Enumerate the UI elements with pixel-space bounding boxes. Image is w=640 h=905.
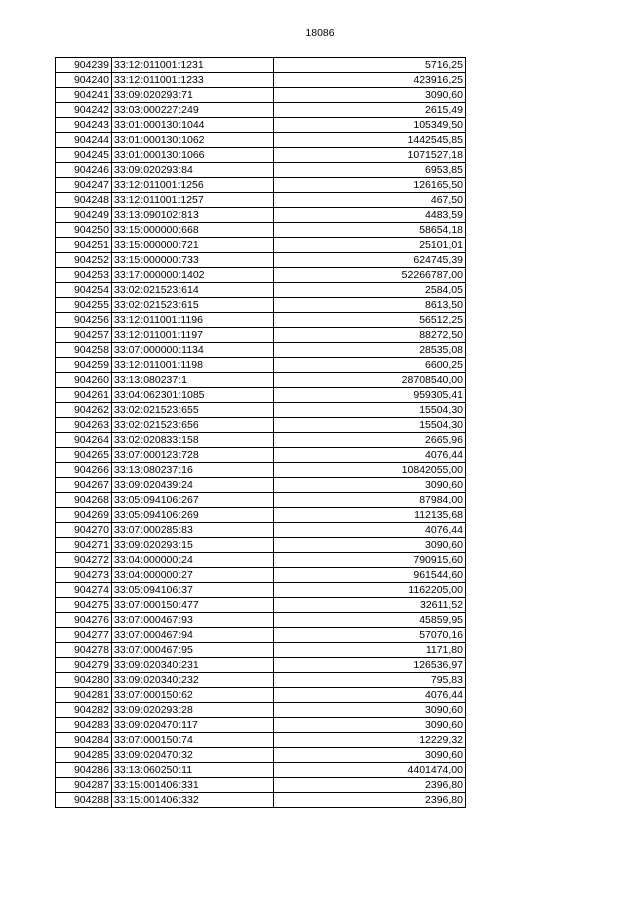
value-cell: 45859,95	[274, 613, 466, 628]
table-row	[56, 58, 466, 73]
cadastral-number-cell: 33:12:011001:1256	[112, 178, 274, 193]
table-row	[56, 118, 466, 133]
record-id-cell: 904253	[56, 268, 112, 283]
record-id-cell: 904264	[56, 433, 112, 448]
cadastral-number-cell: 33:09:020293:15	[112, 538, 274, 553]
record-id-cell: 904286	[56, 763, 112, 778]
record-id-cell: 904254	[56, 283, 112, 298]
record-id-cell: 904281	[56, 688, 112, 703]
value-cell: 959305,41	[274, 388, 466, 403]
value-cell: 2396,80	[274, 778, 466, 793]
value-cell: 28708540,00	[274, 373, 466, 388]
record-id-cell: 904276	[56, 613, 112, 628]
value-cell: 795,83	[274, 673, 466, 688]
table-row	[56, 223, 466, 238]
value-cell: 3090,60	[274, 88, 466, 103]
table-row	[56, 238, 466, 253]
record-id-cell: 904257	[56, 328, 112, 343]
record-id-cell: 904274	[56, 583, 112, 598]
table-row	[56, 553, 466, 568]
table-row	[56, 583, 466, 598]
value-cell: 52266787,00	[274, 268, 466, 283]
cadastral-number-cell: 33:07:000123:728	[112, 448, 274, 463]
cadastral-number-cell: 33:15:001406:331	[112, 778, 274, 793]
cadastral-number-cell: 33:07:000467:93	[112, 613, 274, 628]
cadastral-number-cell: 33:03:000227:249	[112, 103, 274, 118]
record-id-cell: 904245	[56, 148, 112, 163]
cadastral-number-cell: 33:09:020470:32	[112, 748, 274, 763]
table-row	[56, 748, 466, 763]
value-cell: 87984,00	[274, 493, 466, 508]
table-row	[56, 493, 466, 508]
record-id-cell: 904251	[56, 238, 112, 253]
value-cell: 32611,52	[274, 598, 466, 613]
value-cell: 58654,18	[274, 223, 466, 238]
cadastral-number-cell: 33:07:000285:83	[112, 523, 274, 538]
table-row	[56, 433, 466, 448]
record-id-cell: 904249	[56, 208, 112, 223]
value-cell: 28535,08	[274, 343, 466, 358]
record-id-cell: 904283	[56, 718, 112, 733]
table-body	[56, 58, 466, 808]
cadastral-number-cell: 33:15:000000:721	[112, 238, 274, 253]
value-cell: 624745,39	[274, 253, 466, 268]
table-row	[56, 793, 466, 808]
record-id-cell: 904242	[56, 103, 112, 118]
cadastral-number-cell: 33:05:094106:269	[112, 508, 274, 523]
cadastral-number-cell: 33:09:020470:117	[112, 718, 274, 733]
table-row	[56, 208, 466, 223]
cadastral-number-cell: 33:09:020439:24	[112, 478, 274, 493]
value-cell: 126165,50	[274, 178, 466, 193]
cadastral-number-cell: 33:09:020293:84	[112, 163, 274, 178]
record-id-cell: 904279	[56, 658, 112, 673]
table-row	[56, 403, 466, 418]
value-cell: 6600,25	[274, 358, 466, 373]
record-id-cell: 904285	[56, 748, 112, 763]
cadastral-number-cell: 33:12:011001:1196	[112, 313, 274, 328]
cadastral-number-cell: 33:07:000467:95	[112, 643, 274, 658]
value-cell: 1071527,18	[274, 148, 466, 163]
cadastral-number-cell: 33:07:000150:477	[112, 598, 274, 613]
table-row	[56, 103, 466, 118]
table-row	[56, 448, 466, 463]
cadastral-number-cell: 33:09:020340:231	[112, 658, 274, 673]
table-row	[56, 298, 466, 313]
record-id-cell: 904252	[56, 253, 112, 268]
cadastral-number-cell: 33:09:020293:71	[112, 88, 274, 103]
record-id-cell: 904275	[56, 598, 112, 613]
cadastral-number-cell: 33:02:020833:158	[112, 433, 274, 448]
table-row	[56, 463, 466, 478]
cadastral-number-cell: 33:05:094106:37	[112, 583, 274, 598]
cadastral-number-cell: 33:02:021523:615	[112, 298, 274, 313]
table-row	[56, 313, 466, 328]
record-id-cell: 904259	[56, 358, 112, 373]
record-id-cell: 904284	[56, 733, 112, 748]
table-row	[56, 628, 466, 643]
value-cell: 15504,30	[274, 403, 466, 418]
table-row	[56, 343, 466, 358]
table-row	[56, 373, 466, 388]
table-row	[56, 703, 466, 718]
record-id-cell: 904267	[56, 478, 112, 493]
value-cell: 10842055,00	[274, 463, 466, 478]
value-cell: 112135,68	[274, 508, 466, 523]
value-cell: 1171,80	[274, 643, 466, 658]
record-id-cell: 904243	[56, 118, 112, 133]
value-cell: 790915,60	[274, 553, 466, 568]
table-row	[56, 253, 466, 268]
record-id-cell: 904239	[56, 58, 112, 73]
value-cell: 12229,32	[274, 733, 466, 748]
value-cell: 2665,96	[274, 433, 466, 448]
value-cell: 3090,60	[274, 718, 466, 733]
table-row	[56, 643, 466, 658]
table-row	[56, 163, 466, 178]
record-id-cell: 904262	[56, 403, 112, 418]
record-id-cell: 904246	[56, 163, 112, 178]
value-cell: 25101,01	[274, 238, 466, 253]
record-id-cell: 904247	[56, 178, 112, 193]
value-cell: 2584,05	[274, 283, 466, 298]
value-cell: 4483,59	[274, 208, 466, 223]
record-id-cell: 904263	[56, 418, 112, 433]
table-row	[56, 733, 466, 748]
value-cell: 4401474,00	[274, 763, 466, 778]
cadastral-number-cell: 33:02:021523:656	[112, 418, 274, 433]
record-id-cell: 904265	[56, 448, 112, 463]
table-row	[56, 763, 466, 778]
value-cell: 8613,50	[274, 298, 466, 313]
record-id-cell: 904260	[56, 373, 112, 388]
page-number: 18086	[305, 27, 335, 39]
table-row	[56, 178, 466, 193]
value-cell: 1442545,85	[274, 133, 466, 148]
table-row	[56, 268, 466, 283]
value-cell: 88272,50	[274, 328, 466, 343]
value-cell: 467,50	[274, 193, 466, 208]
record-id-cell: 904258	[56, 343, 112, 358]
cadastral-number-cell: 33:13:090102:813	[112, 208, 274, 223]
record-id-cell: 904266	[56, 463, 112, 478]
value-cell: 1162205,00	[274, 583, 466, 598]
record-id-cell: 904271	[56, 538, 112, 553]
record-id-cell: 904273	[56, 568, 112, 583]
value-cell: 15504,30	[274, 418, 466, 433]
table-row	[56, 418, 466, 433]
table-row	[56, 523, 466, 538]
record-id-cell: 904272	[56, 553, 112, 568]
table-row	[56, 358, 466, 373]
cadastral-number-cell: 33:12:011001:1198	[112, 358, 274, 373]
record-id-cell: 904240	[56, 73, 112, 88]
value-cell: 2615,49	[274, 103, 466, 118]
value-cell: 2396,80	[274, 793, 466, 808]
record-id-cell: 904268	[56, 493, 112, 508]
cadastral-number-cell: 33:13:080237:16	[112, 463, 274, 478]
value-cell: 57070,16	[274, 628, 466, 643]
value-cell: 3090,60	[274, 703, 466, 718]
table-row	[56, 538, 466, 553]
record-id-cell: 904250	[56, 223, 112, 238]
record-id-cell: 904288	[56, 793, 112, 808]
value-cell: 4076,44	[274, 688, 466, 703]
table-row	[56, 598, 466, 613]
value-cell: 5716,25	[274, 58, 466, 73]
value-cell: 56512,25	[274, 313, 466, 328]
cadastral-number-cell: 33:01:000130:1066	[112, 148, 274, 163]
cadastral-number-cell: 33:04:062301:1085	[112, 388, 274, 403]
cadastral-number-cell: 33:17:000000:1402	[112, 268, 274, 283]
table-row	[56, 88, 466, 103]
cadastral-number-cell: 33:12:011001:1233	[112, 73, 274, 88]
cadastral-number-cell: 33:15:001406:332	[112, 793, 274, 808]
value-cell: 423916,25	[274, 73, 466, 88]
record-id-cell: 904270	[56, 523, 112, 538]
table-row	[56, 778, 466, 793]
value-cell: 3090,60	[274, 478, 466, 493]
table-row	[56, 688, 466, 703]
table-row	[56, 508, 466, 523]
cadastral-number-cell: 33:02:021523:614	[112, 283, 274, 298]
table-row	[56, 148, 466, 163]
cadastral-number-cell: 33:07:000150:62	[112, 688, 274, 703]
cadastral-number-cell: 33:04:000000:27	[112, 568, 274, 583]
record-id-cell: 904280	[56, 673, 112, 688]
cadastral-number-cell: 33:12:011001:1257	[112, 193, 274, 208]
value-cell: 126536,97	[274, 658, 466, 673]
cadastral-number-cell: 33:04:000000:24	[112, 553, 274, 568]
cadastral-number-cell: 33:05:094106:267	[112, 493, 274, 508]
table-row	[56, 133, 466, 148]
cadastral-number-cell: 33:13:080237:1	[112, 373, 274, 388]
value-cell: 3090,60	[274, 538, 466, 553]
cadastral-number-cell: 33:07:000150:74	[112, 733, 274, 748]
value-cell: 105349,50	[274, 118, 466, 133]
record-id-cell: 904282	[56, 703, 112, 718]
record-id-cell: 904269	[56, 508, 112, 523]
record-id-cell: 904287	[56, 778, 112, 793]
record-id-cell: 904278	[56, 643, 112, 658]
cadastral-number-cell: 33:01:000130:1044	[112, 118, 274, 133]
cadastral-number-cell: 33:02:021523:655	[112, 403, 274, 418]
table-row	[56, 673, 466, 688]
table-row	[56, 388, 466, 403]
table-row	[56, 718, 466, 733]
value-cell: 6953,85	[274, 163, 466, 178]
table-row	[56, 658, 466, 673]
record-id-cell: 904255	[56, 298, 112, 313]
record-id-cell: 904241	[56, 88, 112, 103]
record-id-cell: 904261	[56, 388, 112, 403]
value-cell: 3090,60	[274, 748, 466, 763]
table-row	[56, 283, 466, 298]
table-row	[56, 193, 466, 208]
table-row	[56, 613, 466, 628]
record-id-cell: 904256	[56, 313, 112, 328]
cadastral-number-cell: 33:09:020293:28	[112, 703, 274, 718]
cadastral-number-cell: 33:15:000000:668	[112, 223, 274, 238]
cadastral-number-cell: 33:13:060250:11	[112, 763, 274, 778]
cadastral-number-cell: 33:09:020340:232	[112, 673, 274, 688]
table-row	[56, 73, 466, 88]
value-cell: 4076,44	[274, 448, 466, 463]
table-row	[56, 478, 466, 493]
cadastral-number-cell: 33:12:011001:1231	[112, 58, 274, 73]
cadastral-number-cell: 33:01:000130:1062	[112, 133, 274, 148]
value-cell: 961544,60	[274, 568, 466, 583]
record-id-cell: 904244	[56, 133, 112, 148]
cadastral-number-cell: 33:15:000000:733	[112, 253, 274, 268]
table-row	[56, 328, 466, 343]
value-cell: 4076,44	[274, 523, 466, 538]
table-row	[56, 568, 466, 583]
record-id-cell: 904277	[56, 628, 112, 643]
record-id-cell: 904248	[56, 193, 112, 208]
cadastral-number-cell: 33:12:011001:1197	[112, 328, 274, 343]
cadastral-table	[55, 57, 466, 808]
cadastral-number-cell: 33:07:000000:1134	[112, 343, 274, 358]
cadastral-number-cell: 33:07:000467:94	[112, 628, 274, 643]
